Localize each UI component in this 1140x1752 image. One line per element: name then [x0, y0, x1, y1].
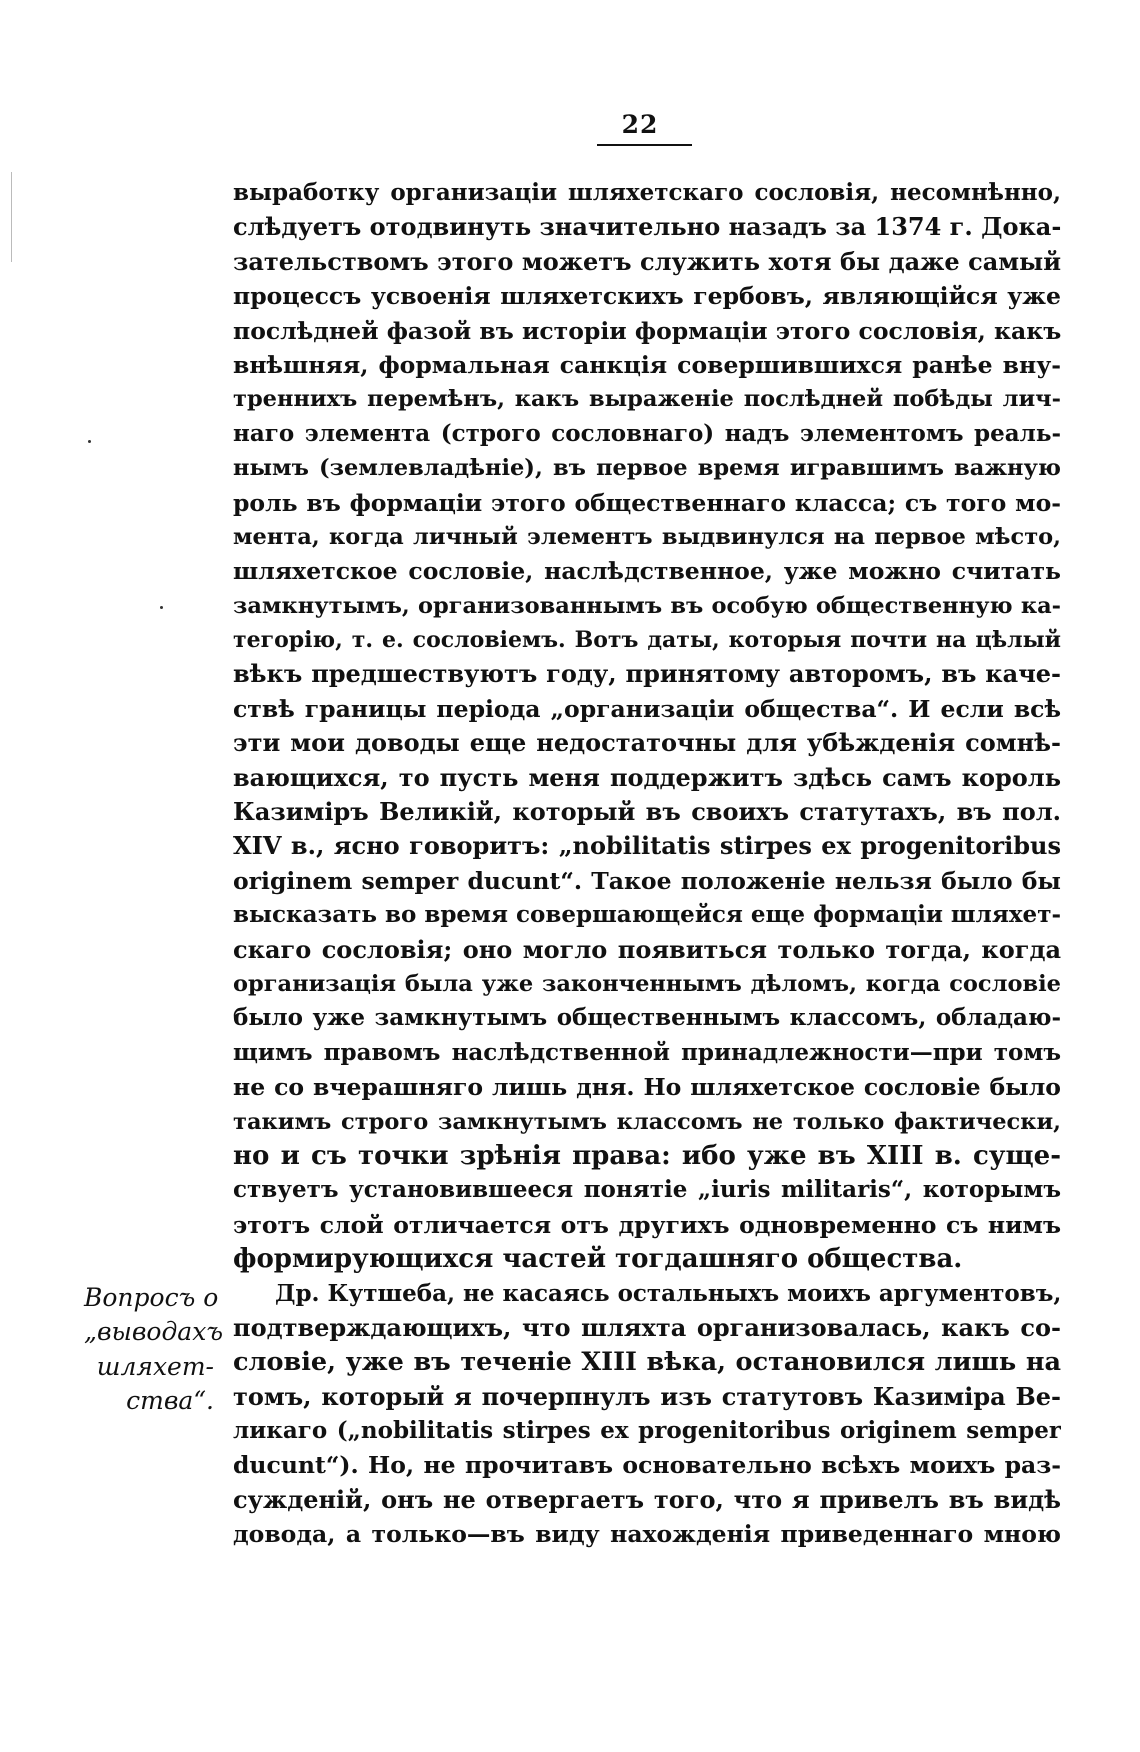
- text-line: XIV в., ясно говоритъ: „nobilitatis stirpes ex progenitoribus: [233, 831, 1061, 861]
- margin-note: [84, 1281, 223, 1419]
- text-line: треннихъ перемѣнъ, какъ выраженіе послѣдней побѣды лич-: [233, 386, 1061, 413]
- text-line: мента, когда личный элементъ выдвинулся на первое мѣсто,: [233, 523, 1061, 550]
- text-line: словіе, уже въ теченіе XIII вѣка, остановился лишь на: [233, 1347, 1061, 1378]
- text-line: довода, а только—въ виду нахожденія приведеннаго мною: [233, 1520, 1061, 1549]
- page-number-rule: [597, 144, 692, 146]
- scan-speck: [160, 606, 163, 609]
- text-line: шляхетское сословіе, наслѣдственное, уже можно считать: [233, 557, 1061, 586]
- margin-note-line: Вопросъ о: [84, 1283, 219, 1312]
- text-line: ствѣ границы періода „организаціи общества“. И если всѣ: [233, 694, 1061, 723]
- text-line: вающихся, то пусть меня поддержитъ здѣсь самъ король: [233, 762, 1061, 792]
- text-line: наго элемента (строго сословнаго) надъ элементомъ реаль-: [233, 419, 1061, 447]
- text-line: этотъ слой отличается отъ другихъ одновременно съ нимъ: [233, 1210, 1061, 1239]
- text-line: но и съ точки зрѣнія права: ибо уже въ XIII в. суще-: [233, 1140, 1061, 1171]
- text-line: формирующихся частей тогдашняго общества.: [233, 1244, 963, 1275]
- text-line: не со вчерашняго лишь дня. Но шляхетское сословіе было: [233, 1073, 1061, 1102]
- text-line: вѣкъ предшествуютъ году, принятому авторомъ, въ каче-: [233, 659, 1061, 689]
- text-line: процессъ усвоенія шляхетскихъ гербовъ, являющійся уже: [233, 282, 1061, 311]
- text-line: ликаго („nobilitatis stirpes ex progenitoribus originem semper: [233, 1417, 1061, 1445]
- scan-speck: [88, 440, 91, 443]
- text-line: подтверждающихъ, что шляхта организовалась, какъ со-: [233, 1312, 1061, 1342]
- text-line: выработку организаціи шляхетскаго сословія, несомнѣнно,: [233, 179, 1061, 206]
- text-line: тегорію, т. е. сословіемъ. Вотъ даты, которыя почти на цѣлый: [233, 627, 1061, 654]
- text-line: сужденій, онъ не отвергаетъ того, что я привелъ въ видѣ: [233, 1484, 1061, 1514]
- text-line: эти мои доводы еще недостаточны для убѣжденія сомнѣ-: [233, 728, 1061, 758]
- text-line: послѣдней фазой въ исторіи формаціи этого сословія, какъ: [233, 316, 1061, 345]
- text-line: замкнутымъ, организованнымъ въ особую общественную ка-: [233, 592, 1061, 619]
- text-line: слѣдуетъ отодвинуть значительно назадъ за 1374 г. Дока-: [233, 212, 1061, 242]
- body-text: [233, 176, 1061, 1552]
- text-line: зательствомъ этого можетъ служить хотя бы даже самый: [233, 246, 1061, 276]
- text-line: томъ, который я почерпнулъ изъ статутовъ Казиміра Ве-: [233, 1381, 1061, 1411]
- margin-note-line: ства“.: [126, 1386, 214, 1416]
- margin-note-line: шляхет-: [96, 1351, 214, 1381]
- page-number: 22: [621, 110, 659, 139]
- text-line: роль въ формаціи этого общественнаго класса; съ того мо-: [233, 488, 1061, 517]
- text-line: Др. Кутшеба, не касаясь остальныхъ моихъ аргументовъ,: [275, 1279, 1061, 1307]
- text-line: скаго сословія; оно могло появиться только тогда, когда: [233, 934, 1061, 964]
- text-line: ducunt“). Но, не прочитавъ основательно всѣхъ моихъ раз-: [233, 1451, 1061, 1480]
- text-line: ствуетъ установившееся понятіе „iuris militaris“, которымъ: [233, 1176, 1061, 1204]
- scan-edge-mark: [11, 172, 12, 262]
- text-line: originem semper ducunt“. Такое положеніе нельзя было бы: [233, 866, 1061, 895]
- margin-note-line: „выводахъ: [84, 1317, 223, 1347]
- text-line: организація была уже законченнымъ дѣломъ, когда сословіе: [233, 970, 1061, 997]
- text-line: такимъ строго замкнутымъ классомъ не только фактически,: [233, 1108, 1061, 1135]
- text-line: внѣшняя, формальная санкція совершившихся ранѣе вну-: [233, 350, 1061, 379]
- text-line: высказать во время совершающейся еще формаціи шляхет-: [233, 901, 1061, 929]
- text-line: Казиміръ Великій, который въ своихъ статутахъ, въ пол.: [233, 797, 1061, 827]
- text-line: нымъ (землевладѣніе), въ первое время игравшимъ важную: [233, 455, 1061, 482]
- text-line: щимъ правомъ наслѣдственной принадлежности—при томъ: [233, 1038, 1061, 1066]
- text-line: было уже замкнутымъ общественнымъ классомъ, обладаю-: [233, 1004, 1061, 1032]
